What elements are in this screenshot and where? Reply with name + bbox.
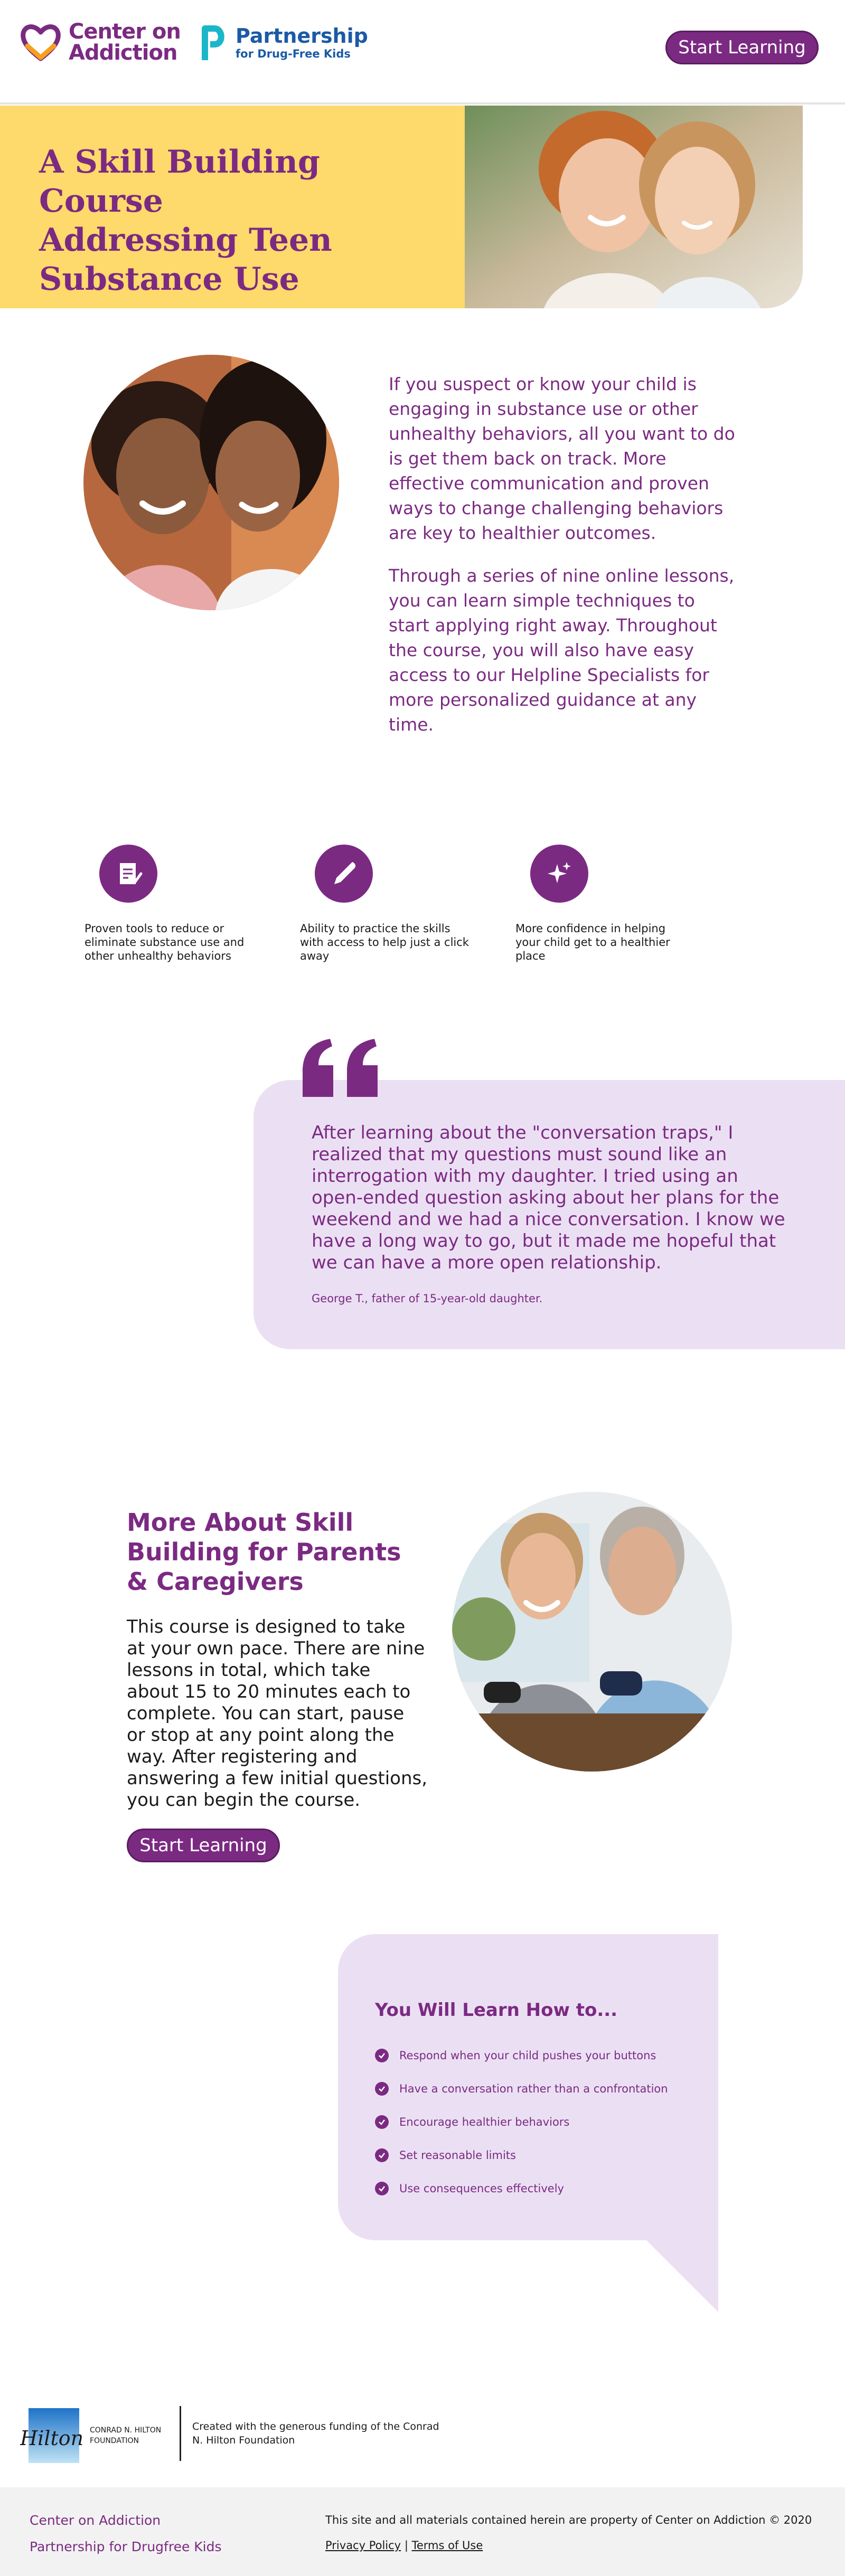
testimonial-quote: After learning about the "conversation traps," I realized that my questions must sound like an interrogation with my daughter. I tried using an open-ended question asking about her plans for the weekend and we had a nice conversation. I know we have a long way to go, but it made me hopeful that we can have a more open relationship. — [312, 1122, 785, 1273]
hero-title — [39, 143, 440, 299]
more-about-body: This course is designed to take at your own pace. There are nine lessons in total, which take about 15 to 20 minutes each to complete. You can start, pause or stop at any point along the way. After registering and answering a few initial questions, you can begin the course. — [127, 1616, 428, 1811]
check-circle-icon — [375, 2115, 389, 2129]
funding-divider — [180, 2406, 181, 2461]
benefit-item — [300, 845, 474, 963]
learn-item-text: Encourage healthier behaviors — [399, 2115, 570, 2128]
site-footer — [0, 2487, 845, 2576]
learn-list-item — [375, 2172, 668, 2205]
more-about-start-learning-button[interactable]: Start Learning — [127, 1829, 280, 1862]
intro-photo-illustration — [83, 355, 339, 610]
privacy-policy-link[interactable]: Privacy Policy — [325, 2539, 401, 2552]
check-circle-icon — [375, 2182, 389, 2195]
benefit-icon-circle — [315, 845, 373, 903]
sparkle-icon — [543, 858, 575, 889]
benefit-text: Ability to practice the skills with access to help just a click away — [300, 922, 469, 962]
intro-photo-mother-teen — [83, 355, 339, 610]
hilton-logo-line2: FOUNDATION — [90, 2437, 139, 2445]
testimonial-attribution: George T., father of 15-year-old daughter. — [312, 1292, 543, 1305]
hilton-script-text: Hilton — [20, 2427, 84, 2450]
hilton-foundation-logo — [20, 2408, 173, 2463]
hero-title-line: A Skill Building Course — [39, 144, 320, 220]
learn-item-text: Use consequences effectively — [399, 2182, 564, 2195]
learn-list-item — [375, 2138, 668, 2172]
footer-link-center-on-addiction[interactable]: Center on Addiction — [30, 2513, 161, 2528]
terms-of-use-link[interactable]: Terms of Use — [411, 2539, 483, 2552]
partnership-p-icon — [201, 24, 226, 61]
more-about-photo-illustration — [452, 1492, 732, 1772]
hilton-logo-line1: CONRAD N. HILTON — [90, 2426, 162, 2435]
more-about-title: More About Skill Building for Parents & Caregivers — [127, 1508, 401, 1596]
benefit-text: Proven tools to reduce or eliminate substance use and other unhealthy behaviors — [84, 922, 245, 962]
learn-item-text: Respond when your child pushes your buttons — [399, 2049, 656, 2062]
learn-item-text: Have a conversation rather than a confrontation — [399, 2082, 668, 2095]
intro-paragraph: Through a series of nine online lessons, you can learn simple techniques to start applying right away. Throughout the course, you will also have easy access to our Helpline Specialists for more personalized guidance at any time. — [389, 565, 735, 735]
header-start-learning-button[interactable]: Start Learning — [665, 31, 819, 64]
learn-title: You Will Learn How to... — [375, 2000, 618, 2021]
brand-primary-name — [69, 21, 181, 63]
brand-primary-line1: Center on — [69, 20, 181, 44]
footer-link-partnership[interactable]: Partnership for Drugfree Kids — [30, 2539, 222, 2554]
benefit-item — [84, 845, 259, 963]
brand-primary-line2: Addiction — [69, 41, 177, 65]
hero-photo-mother-daughter — [465, 106, 803, 308]
learn-list-item — [375, 2039, 668, 2072]
more-about-photo-father-son — [452, 1492, 732, 1772]
footer-copyright: This site and all materials contained herein are property of Center on Addiction © 2020 — [325, 2514, 812, 2526]
hero-photo-illustration — [465, 106, 803, 308]
benefit-icon-circle — [530, 845, 588, 903]
brand-secondary-line1: Partnership — [236, 24, 368, 48]
intro-paragraph: If you suspect or know your child is engaging in substance use or other unhealthy behaviors, all you want to do is get them back on track. More effective communication and proven ways to change challenging behaviors are key to healthier outcomes. — [389, 374, 735, 543]
learn-item-text: Set reasonable limits — [399, 2148, 516, 2162]
hero-title-line: Addressing Teen — [39, 222, 332, 259]
check-circle-icon — [375, 2148, 389, 2162]
checklist-icon — [112, 858, 144, 889]
speech-bubble-tail — [644, 2238, 718, 2312]
learn-list — [375, 2039, 668, 2205]
footer-legal-links — [325, 2539, 483, 2552]
benefit-icon-circle — [99, 845, 157, 903]
partnership-logo[interactable] — [201, 24, 368, 61]
quote-mark-icon — [298, 1035, 383, 1103]
funding-text: Created with the generous funding of the Conrad N. Hilton Foundation — [192, 2421, 439, 2446]
intro-copy — [389, 372, 737, 737]
check-circle-icon — [375, 2082, 389, 2096]
pencil-icon — [328, 858, 360, 889]
brand-secondary-line2: for Drug-Free Kids — [236, 48, 351, 60]
learn-list-item — [375, 2105, 668, 2138]
learn-list-item — [375, 2072, 668, 2105]
check-circle-icon — [375, 2049, 389, 2062]
heart-logo-icon — [20, 23, 61, 62]
site-header — [0, 0, 845, 105]
footer-separator: | — [404, 2539, 408, 2552]
benefit-text: More confidence in helping your child get to a healthier place — [515, 922, 670, 962]
center-on-addiction-logo[interactable] — [20, 21, 181, 63]
benefit-item — [515, 845, 690, 963]
hero-title-line: Substance Use — [39, 261, 299, 298]
